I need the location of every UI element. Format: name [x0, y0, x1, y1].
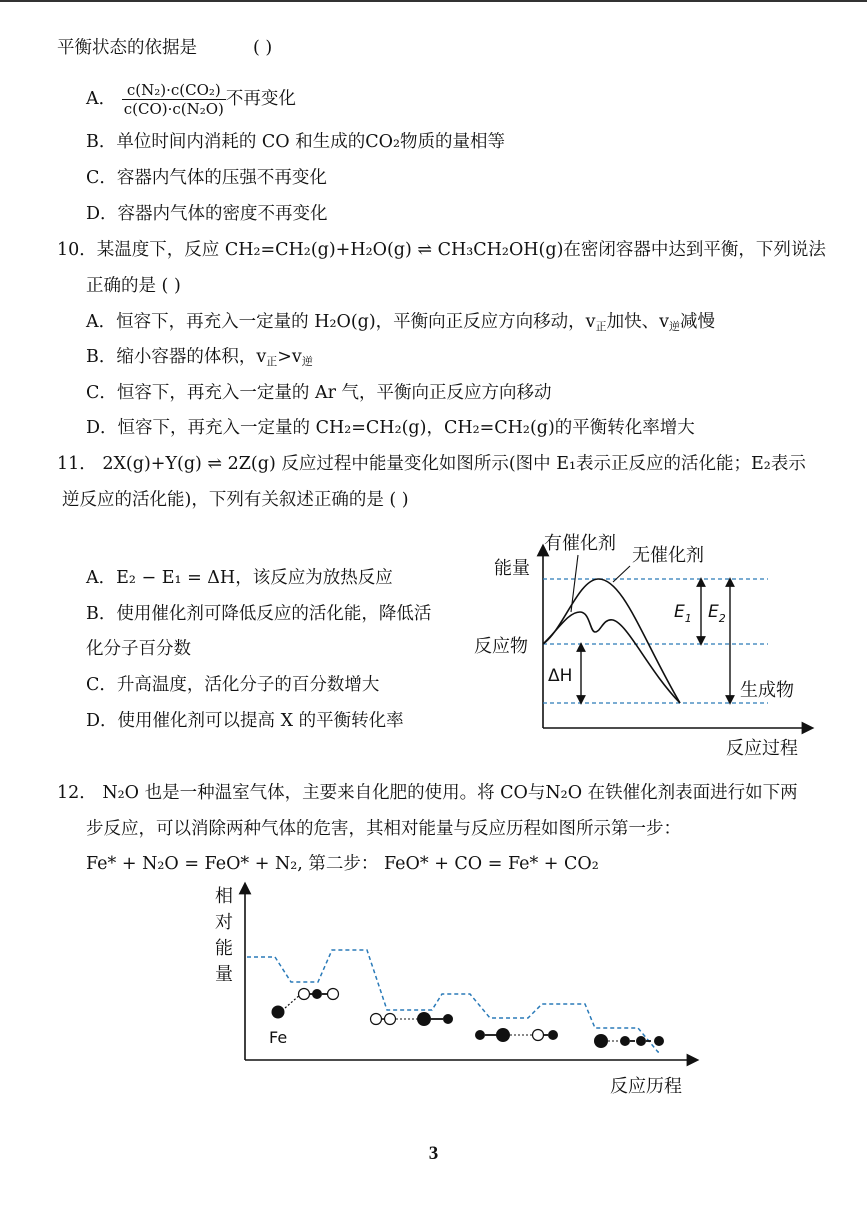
q9-option-a: A． $\frac{\text{c(N₂)·c(CO₂)}}{\text{c(CO)·c(N₂O)}}$ 不再变化	[86, 81, 296, 118]
species-feo-co	[475, 1028, 558, 1042]
q10-option-a: A．恒容下，再充入一定量的 H₂O(g)，平衡向正反应方向移动，v正加快、v逆减慢	[86, 312, 715, 333]
q11-stem-line2: 逆反应的活化能)，下列有关叙述正确的是 ( )	[62, 490, 409, 510]
y-axis-label: 能量	[494, 558, 530, 579]
q12-stem-line2: 步反应，可以消除两种气体的危害，其相对能量与反应历程如图所示第一步：	[86, 819, 681, 839]
y-axis-label-1: 相	[215, 886, 233, 907]
q11-option-b-line1: B．使用催化剂可降低反应的活化能，降低活	[86, 604, 432, 624]
y-axis-label-4: 量	[215, 964, 233, 985]
label-pointer-with-catalyst	[571, 555, 578, 612]
q11-stem-line1: 11． 2X(g)+Y(g) ⇌ 2Z(g) 反应过程中能量变化如图所示(图中 E₁表示正反应的活化能；E₂表示	[57, 454, 806, 474]
q11-option-a: A．E₂ − E₁ = ΔH，该反应为放热反应	[86, 568, 393, 588]
fe-label: Fe	[269, 1028, 288, 1047]
q12-reactions: Fe* + N₂O = FeO* + N₂, 第二步： FeO* + CO = Fe* + CO₂	[86, 854, 599, 874]
q10-option-b: B．缩小容器的体积，v正>v逆	[86, 347, 313, 368]
y-axis-label-3: 能	[215, 938, 233, 959]
q11-energy-diagram	[468, 520, 818, 765]
q12-stem-line1: 12． N₂O 也是一种温室气体，主要来自化肥的使用。将 CO与N₂O 在铁催化剂表面进行如下两	[57, 783, 798, 803]
q10-stem-line2: 正确的是 ( )	[86, 276, 181, 296]
q9-option-c: C．容器内气体的压强不再变化	[86, 168, 327, 188]
q10-stem-line1: 10．某温度下，反应 CH₂=CH₂(g)+H₂O(g) ⇌ CH₃CH₂OH(g)在密闭容器中达到平衡，下列说法	[57, 240, 826, 260]
species-n2-feo	[371, 1012, 454, 1026]
e2-label: $E_2$	[708, 602, 726, 625]
q9-option-d: D．容器内气体的密度不再变化	[86, 204, 328, 224]
q12-energy-profile-diagram	[205, 880, 705, 1102]
page-number: 3	[428, 1143, 439, 1164]
q9-blank: ( )	[253, 38, 273, 58]
x-axis-label: 反应过程	[726, 738, 798, 759]
y-axis-label-2: 对	[215, 912, 233, 933]
products-label: 生成物	[740, 680, 794, 701]
q10-option-d: D．恒容下，再充入一定量的 CH₂=CH₂(g)，CH₂=CH₂(g)的平衡转化率增大	[86, 418, 695, 438]
reactants-label: 反应物	[474, 636, 528, 657]
q11-option-c: C．升高温度，活化分子的百分数增大	[86, 675, 380, 695]
q9-option-a-fraction: $\frac{\text{c(N₂)·c(CO₂)}}{\text{c(CO)·c(N₂O)}}$	[123, 81, 224, 118]
curve-with-catalyst	[543, 612, 680, 703]
e1-label: $E_1$	[674, 602, 692, 625]
dh-label: ΔH	[548, 666, 573, 686]
label-with-catalyst: 有催化剂	[544, 533, 616, 554]
q11-option-d: D．使用催化剂可以提高 X 的平衡转化率	[86, 711, 404, 731]
label-without-catalyst: 无催化剂	[632, 545, 704, 566]
species-fe-n2o	[272, 989, 339, 1019]
q9-option-b: B．单位时间内消耗的 CO 和生成的CO₂物质的量相等	[86, 132, 505, 152]
top-border	[0, 0, 867, 2]
q9-stem-tail: 平衡状态的依据是 ( )	[57, 38, 273, 58]
q10-option-c: C．恒容下，再充入一定量的 Ar 气，平衡向正反应方向移动	[86, 383, 552, 403]
q11-option-b-line2: 化分子百分数	[86, 639, 191, 659]
x-axis-label: 反应历程	[610, 1076, 682, 1097]
